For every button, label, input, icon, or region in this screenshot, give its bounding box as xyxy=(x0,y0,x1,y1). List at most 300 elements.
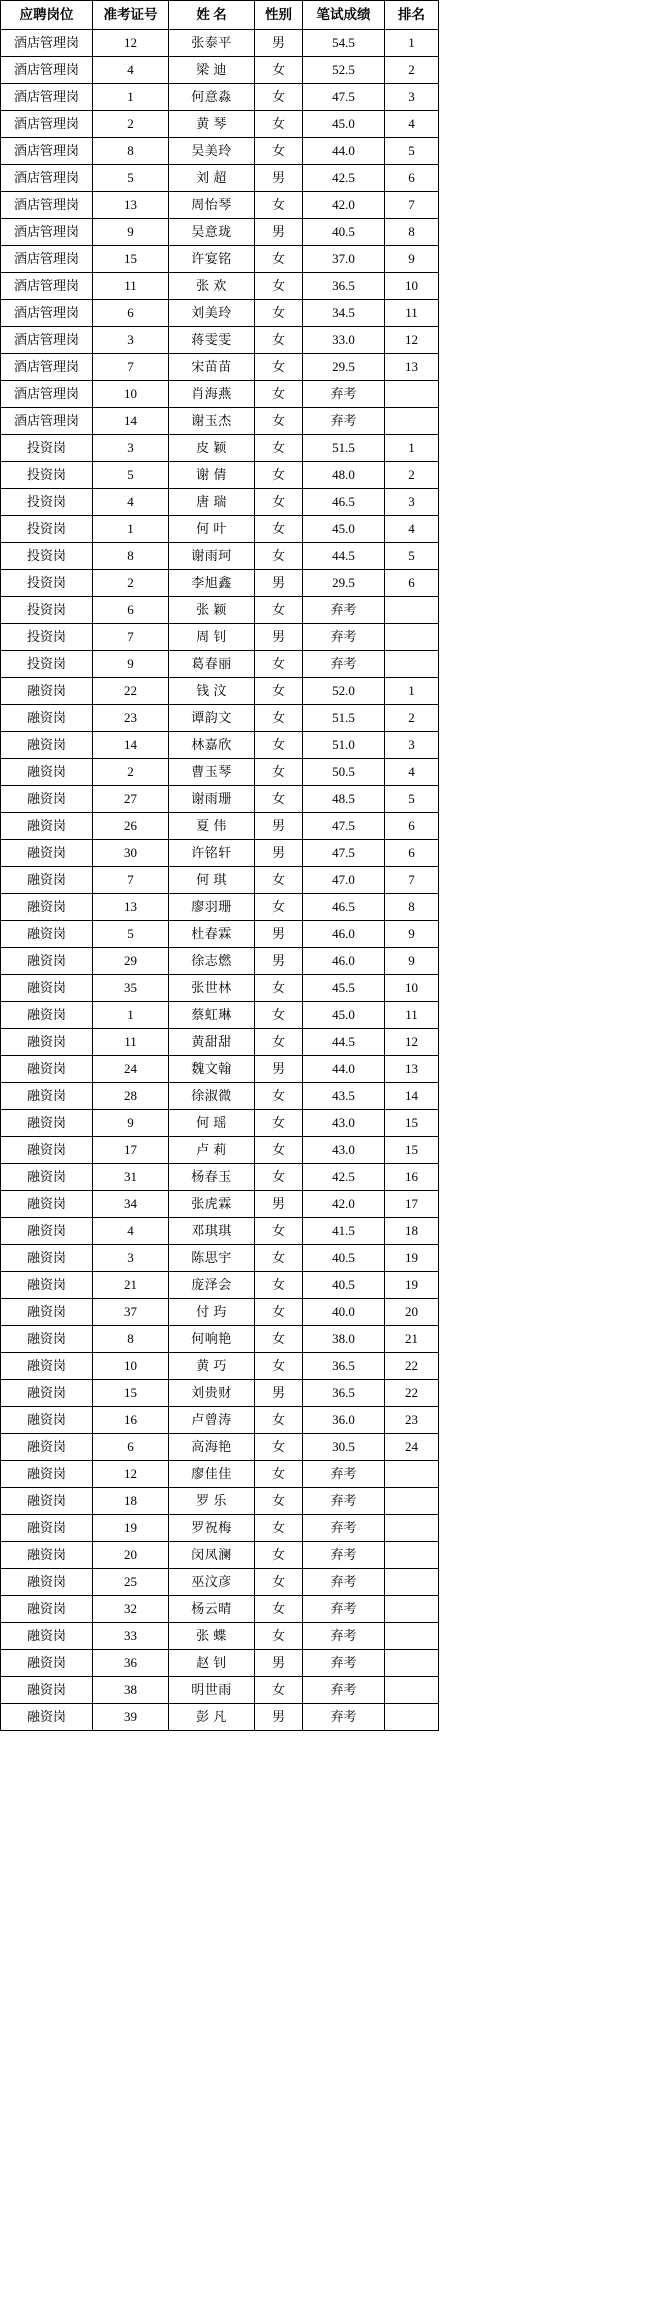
cell-gender: 男 xyxy=(255,165,303,192)
cell-score: 弃考 xyxy=(303,624,385,651)
cell-rank: 15 xyxy=(385,1137,439,1164)
table-row xyxy=(1,246,439,273)
cell-gender: 女 xyxy=(255,1434,303,1461)
column-header-position: 应聘岗位 xyxy=(1,1,93,30)
cell-name: 张 蝶 xyxy=(169,1623,255,1650)
cell-rank: 17 xyxy=(385,1191,439,1218)
cell-exam-number: 10 xyxy=(93,1353,169,1380)
cell-score: 47.0 xyxy=(303,867,385,894)
table-row xyxy=(1,219,439,246)
cell-rank xyxy=(385,651,439,678)
cell-exam-number: 2 xyxy=(93,759,169,786)
cell-name: 黄甜甜 xyxy=(169,1029,255,1056)
cell-position: 投资岗 xyxy=(1,651,93,678)
cell-position: 投资岗 xyxy=(1,543,93,570)
cell-score: 47.5 xyxy=(303,813,385,840)
cell-gender: 女 xyxy=(255,975,303,1002)
cell-score: 46.5 xyxy=(303,489,385,516)
cell-position: 酒店管理岗 xyxy=(1,408,93,435)
table-row xyxy=(1,1083,439,1110)
table-row xyxy=(1,192,439,219)
cell-score: 34.5 xyxy=(303,300,385,327)
cell-rank: 14 xyxy=(385,1083,439,1110)
cell-name: 曹玉琴 xyxy=(169,759,255,786)
cell-gender: 女 xyxy=(255,273,303,300)
cell-rank xyxy=(385,1542,439,1569)
cell-rank: 9 xyxy=(385,948,439,975)
cell-position: 融资岗 xyxy=(1,1299,93,1326)
cell-rank: 21 xyxy=(385,1326,439,1353)
cell-score: 54.5 xyxy=(303,30,385,57)
cell-exam-number: 12 xyxy=(93,30,169,57)
cell-position: 融资岗 xyxy=(1,948,93,975)
table-row xyxy=(1,57,439,84)
cell-position: 融资岗 xyxy=(1,1002,93,1029)
cell-score: 弃考 xyxy=(303,408,385,435)
cell-exam-number: 15 xyxy=(93,1380,169,1407)
cell-rank: 5 xyxy=(385,543,439,570)
cell-gender: 女 xyxy=(255,705,303,732)
cell-score: 40.5 xyxy=(303,1245,385,1272)
cell-score: 33.0 xyxy=(303,327,385,354)
cell-name: 廖佳佳 xyxy=(169,1461,255,1488)
cell-score: 弃考 xyxy=(303,1704,385,1731)
cell-position: 融资岗 xyxy=(1,1353,93,1380)
cell-name: 明世雨 xyxy=(169,1677,255,1704)
cell-gender: 女 xyxy=(255,354,303,381)
cell-position: 投资岗 xyxy=(1,597,93,624)
cell-gender: 女 xyxy=(255,489,303,516)
cell-rank: 19 xyxy=(385,1245,439,1272)
cell-name: 付 玙 xyxy=(169,1299,255,1326)
cell-score: 48.5 xyxy=(303,786,385,813)
cell-position: 投资岗 xyxy=(1,489,93,516)
cell-exam-number: 21 xyxy=(93,1272,169,1299)
cell-exam-number: 13 xyxy=(93,894,169,921)
cell-gender: 女 xyxy=(255,1218,303,1245)
cell-position: 融资岗 xyxy=(1,1326,93,1353)
cell-position: 酒店管理岗 xyxy=(1,381,93,408)
cell-position: 融资岗 xyxy=(1,1029,93,1056)
cell-gender: 女 xyxy=(255,651,303,678)
cell-name: 蔡虹琳 xyxy=(169,1002,255,1029)
table-row xyxy=(1,813,439,840)
cell-rank: 3 xyxy=(385,732,439,759)
cell-gender: 女 xyxy=(255,543,303,570)
cell-rank: 4 xyxy=(385,759,439,786)
table-row xyxy=(1,1569,439,1596)
cell-score: 45.0 xyxy=(303,1002,385,1029)
cell-score: 弃考 xyxy=(303,1650,385,1677)
table-row xyxy=(1,84,439,111)
cell-name: 吴美玲 xyxy=(169,138,255,165)
cell-gender: 女 xyxy=(255,894,303,921)
cell-name: 陈思宇 xyxy=(169,1245,255,1272)
cell-rank: 9 xyxy=(385,246,439,273)
cell-gender: 女 xyxy=(255,678,303,705)
table-row xyxy=(1,1434,439,1461)
cell-name: 刘贵财 xyxy=(169,1380,255,1407)
cell-exam-number: 1 xyxy=(93,84,169,111)
table-row xyxy=(1,732,439,759)
cell-exam-number: 31 xyxy=(93,1164,169,1191)
table-row xyxy=(1,1704,439,1731)
cell-exam-number: 14 xyxy=(93,732,169,759)
cell-score: 43.0 xyxy=(303,1110,385,1137)
cell-score: 45.5 xyxy=(303,975,385,1002)
cell-score: 弃考 xyxy=(303,597,385,624)
cell-score: 弃考 xyxy=(303,1569,385,1596)
cell-position: 融资岗 xyxy=(1,1110,93,1137)
column-header-gender: 性别 xyxy=(255,1,303,30)
table-row xyxy=(1,840,439,867)
cell-exam-number: 38 xyxy=(93,1677,169,1704)
cell-name: 钱 汶 xyxy=(169,678,255,705)
table-row xyxy=(1,1137,439,1164)
cell-exam-number: 5 xyxy=(93,462,169,489)
cell-score: 30.5 xyxy=(303,1434,385,1461)
cell-name: 何 瑶 xyxy=(169,1110,255,1137)
cell-score: 弃考 xyxy=(303,1623,385,1650)
cell-gender: 男 xyxy=(255,1191,303,1218)
cell-position: 酒店管理岗 xyxy=(1,57,93,84)
cell-rank: 6 xyxy=(385,840,439,867)
cell-exam-number: 4 xyxy=(93,57,169,84)
table-row xyxy=(1,1110,439,1137)
cell-score: 43.5 xyxy=(303,1083,385,1110)
table-row xyxy=(1,1353,439,1380)
cell-rank: 5 xyxy=(385,138,439,165)
cell-name: 何 琪 xyxy=(169,867,255,894)
table-header-row xyxy=(1,1,439,30)
cell-gender: 女 xyxy=(255,1677,303,1704)
cell-name: 谢雨珊 xyxy=(169,786,255,813)
cell-exam-number: 9 xyxy=(93,1110,169,1137)
cell-score: 44.0 xyxy=(303,1056,385,1083)
cell-exam-number: 7 xyxy=(93,354,169,381)
cell-score: 45.0 xyxy=(303,516,385,543)
cell-position: 酒店管理岗 xyxy=(1,327,93,354)
cell-rank: 7 xyxy=(385,192,439,219)
cell-score: 51.5 xyxy=(303,705,385,732)
cell-gender: 女 xyxy=(255,1461,303,1488)
cell-score: 51.5 xyxy=(303,435,385,462)
table-row xyxy=(1,543,439,570)
cell-name: 刘美玲 xyxy=(169,300,255,327)
cell-exam-number: 18 xyxy=(93,1488,169,1515)
cell-score: 41.5 xyxy=(303,1218,385,1245)
cell-position: 投资岗 xyxy=(1,435,93,462)
cell-gender: 女 xyxy=(255,1083,303,1110)
cell-rank: 11 xyxy=(385,1002,439,1029)
cell-score: 46.0 xyxy=(303,948,385,975)
cell-name: 张虎霖 xyxy=(169,1191,255,1218)
cell-exam-number: 2 xyxy=(93,111,169,138)
cell-name: 巫汶彦 xyxy=(169,1569,255,1596)
table-row xyxy=(1,1029,439,1056)
column-header-name: 姓 名 xyxy=(169,1,255,30)
cell-rank: 2 xyxy=(385,57,439,84)
cell-name: 皮 颖 xyxy=(169,435,255,462)
cell-name: 徐志燃 xyxy=(169,948,255,975)
table-row xyxy=(1,408,439,435)
cell-gender: 女 xyxy=(255,1623,303,1650)
cell-exam-number: 16 xyxy=(93,1407,169,1434)
cell-position: 酒店管理岗 xyxy=(1,273,93,300)
cell-score: 弃考 xyxy=(303,651,385,678)
table-row xyxy=(1,1326,439,1353)
table-row xyxy=(1,516,439,543)
cell-name: 梁 迪 xyxy=(169,57,255,84)
cell-gender: 女 xyxy=(255,786,303,813)
cell-gender: 男 xyxy=(255,840,303,867)
cell-rank: 1 xyxy=(385,30,439,57)
cell-score: 弃考 xyxy=(303,1542,385,1569)
cell-position: 融资岗 xyxy=(1,1488,93,1515)
table-row xyxy=(1,1218,439,1245)
table-row xyxy=(1,570,439,597)
cell-position: 酒店管理岗 xyxy=(1,165,93,192)
cell-name: 周 钊 xyxy=(169,624,255,651)
cell-gender: 女 xyxy=(255,1002,303,1029)
cell-exam-number: 20 xyxy=(93,1542,169,1569)
cell-gender: 女 xyxy=(255,867,303,894)
cell-exam-number: 9 xyxy=(93,219,169,246)
cell-position: 融资岗 xyxy=(1,1245,93,1272)
cell-name: 张世林 xyxy=(169,975,255,1002)
cell-exam-number: 35 xyxy=(93,975,169,1002)
table-row xyxy=(1,1623,439,1650)
cell-rank: 5 xyxy=(385,786,439,813)
cell-score: 52.0 xyxy=(303,678,385,705)
table-row xyxy=(1,1542,439,1569)
cell-score: 弃考 xyxy=(303,1515,385,1542)
cell-rank xyxy=(385,1704,439,1731)
cell-gender: 女 xyxy=(255,327,303,354)
cell-position: 融资岗 xyxy=(1,1218,93,1245)
table-row xyxy=(1,678,439,705)
cell-name: 何意淼 xyxy=(169,84,255,111)
cell-position: 融资岗 xyxy=(1,1083,93,1110)
table-row xyxy=(1,948,439,975)
cell-name: 张 欢 xyxy=(169,273,255,300)
cell-exam-number: 8 xyxy=(93,1326,169,1353)
cell-rank xyxy=(385,1461,439,1488)
table-row xyxy=(1,138,439,165)
cell-rank: 8 xyxy=(385,894,439,921)
cell-name: 邓琪琪 xyxy=(169,1218,255,1245)
cell-exam-number: 29 xyxy=(93,948,169,975)
cell-name: 何响艳 xyxy=(169,1326,255,1353)
table-row xyxy=(1,273,439,300)
table-row xyxy=(1,975,439,1002)
cell-exam-number: 6 xyxy=(93,597,169,624)
cell-exam-number: 34 xyxy=(93,1191,169,1218)
cell-exam-number: 12 xyxy=(93,1461,169,1488)
cell-score: 45.0 xyxy=(303,111,385,138)
cell-rank: 3 xyxy=(385,489,439,516)
cell-gender: 女 xyxy=(255,246,303,273)
cell-score: 29.5 xyxy=(303,570,385,597)
table-row xyxy=(1,705,439,732)
cell-position: 融资岗 xyxy=(1,786,93,813)
cell-gender: 女 xyxy=(255,1515,303,1542)
cell-exam-number: 24 xyxy=(93,1056,169,1083)
cell-exam-number: 6 xyxy=(93,1434,169,1461)
cell-score: 42.5 xyxy=(303,165,385,192)
cell-score: 40.5 xyxy=(303,219,385,246)
cell-exam-number: 8 xyxy=(93,138,169,165)
cell-position: 投资岗 xyxy=(1,462,93,489)
cell-name: 杜春霖 xyxy=(169,921,255,948)
cell-score: 36.5 xyxy=(303,1380,385,1407)
table-row xyxy=(1,1380,439,1407)
cell-name: 蒋雯雯 xyxy=(169,327,255,354)
cell-position: 融资岗 xyxy=(1,732,93,759)
cell-score: 弃考 xyxy=(303,1596,385,1623)
cell-position: 融资岗 xyxy=(1,1542,93,1569)
cell-rank xyxy=(385,1515,439,1542)
cell-gender: 女 xyxy=(255,1137,303,1164)
cell-gender: 女 xyxy=(255,1110,303,1137)
cell-score: 44.5 xyxy=(303,543,385,570)
cell-score: 44.0 xyxy=(303,138,385,165)
table-row xyxy=(1,759,439,786)
cell-position: 酒店管理岗 xyxy=(1,138,93,165)
cell-name: 周怡琴 xyxy=(169,192,255,219)
table-row xyxy=(1,1650,439,1677)
cell-score: 48.0 xyxy=(303,462,385,489)
cell-rank: 12 xyxy=(385,1029,439,1056)
cell-rank: 6 xyxy=(385,570,439,597)
cell-gender: 男 xyxy=(255,624,303,651)
cell-gender: 男 xyxy=(255,1380,303,1407)
cell-exam-number: 3 xyxy=(93,435,169,462)
table-row xyxy=(1,786,439,813)
cell-rank: 10 xyxy=(385,975,439,1002)
cell-exam-number: 9 xyxy=(93,651,169,678)
cell-gender: 女 xyxy=(255,381,303,408)
table-row xyxy=(1,381,439,408)
cell-name: 张 颖 xyxy=(169,597,255,624)
cell-gender: 女 xyxy=(255,1326,303,1353)
cell-position: 融资岗 xyxy=(1,1515,93,1542)
cell-exam-number: 17 xyxy=(93,1137,169,1164)
table-row xyxy=(1,1596,439,1623)
cell-name: 谢玉杰 xyxy=(169,408,255,435)
cell-score: 36.5 xyxy=(303,1353,385,1380)
cell-position: 融资岗 xyxy=(1,705,93,732)
cell-position: 融资岗 xyxy=(1,1191,93,1218)
cell-gender: 男 xyxy=(255,1056,303,1083)
cell-rank: 13 xyxy=(385,354,439,381)
cell-rank: 6 xyxy=(385,165,439,192)
cell-position: 融资岗 xyxy=(1,975,93,1002)
cell-exam-number: 30 xyxy=(93,840,169,867)
table-row xyxy=(1,1461,439,1488)
cell-gender: 女 xyxy=(255,1488,303,1515)
table-row xyxy=(1,435,439,462)
cell-name: 夏 伟 xyxy=(169,813,255,840)
cell-position: 酒店管理岗 xyxy=(1,192,93,219)
cell-gender: 女 xyxy=(255,192,303,219)
cell-score: 38.0 xyxy=(303,1326,385,1353)
table-row xyxy=(1,1002,439,1029)
cell-name: 彭 凡 xyxy=(169,1704,255,1731)
cell-name: 卢 莉 xyxy=(169,1137,255,1164)
cell-name: 黄 琴 xyxy=(169,111,255,138)
cell-name: 张泰平 xyxy=(169,30,255,57)
cell-exam-number: 22 xyxy=(93,678,169,705)
cell-position: 酒店管理岗 xyxy=(1,111,93,138)
cell-score: 40.5 xyxy=(303,1272,385,1299)
cell-score: 37.0 xyxy=(303,246,385,273)
cell-rank: 1 xyxy=(385,435,439,462)
cell-gender: 男 xyxy=(255,921,303,948)
cell-gender: 女 xyxy=(255,1164,303,1191)
cell-name: 谢 倩 xyxy=(169,462,255,489)
cell-name: 宋苗苗 xyxy=(169,354,255,381)
cell-rank xyxy=(385,408,439,435)
cell-rank xyxy=(385,624,439,651)
cell-exam-number: 39 xyxy=(93,1704,169,1731)
cell-exam-number: 32 xyxy=(93,1596,169,1623)
table-row xyxy=(1,354,439,381)
cell-name: 谢雨珂 xyxy=(169,543,255,570)
table-row xyxy=(1,921,439,948)
cell-rank: 12 xyxy=(385,327,439,354)
table-row xyxy=(1,1056,439,1083)
cell-score: 50.5 xyxy=(303,759,385,786)
cell-name: 魏文翰 xyxy=(169,1056,255,1083)
cell-gender: 女 xyxy=(255,84,303,111)
table-row xyxy=(1,1299,439,1326)
cell-position: 融资岗 xyxy=(1,1677,93,1704)
cell-score: 44.5 xyxy=(303,1029,385,1056)
table-row xyxy=(1,1191,439,1218)
cell-exam-number: 1 xyxy=(93,516,169,543)
cell-rank: 23 xyxy=(385,1407,439,1434)
cell-name: 卢曾涛 xyxy=(169,1407,255,1434)
cell-gender: 女 xyxy=(255,732,303,759)
cell-gender: 女 xyxy=(255,597,303,624)
cell-gender: 男 xyxy=(255,813,303,840)
cell-exam-number: 4 xyxy=(93,1218,169,1245)
table-row xyxy=(1,1515,439,1542)
cell-rank: 3 xyxy=(385,84,439,111)
cell-gender: 男 xyxy=(255,1704,303,1731)
cell-score: 弃考 xyxy=(303,1488,385,1515)
cell-name: 李旭鑫 xyxy=(169,570,255,597)
cell-exam-number: 27 xyxy=(93,786,169,813)
column-header-score: 笔试成绩 xyxy=(303,1,385,30)
column-header-rank: 排名 xyxy=(385,1,439,30)
cell-name: 廖羽珊 xyxy=(169,894,255,921)
cell-position: 投资岗 xyxy=(1,516,93,543)
cell-position: 融资岗 xyxy=(1,1380,93,1407)
cell-score: 弃考 xyxy=(303,1677,385,1704)
cell-score: 47.5 xyxy=(303,840,385,867)
cell-exam-number: 5 xyxy=(93,165,169,192)
cell-gender: 女 xyxy=(255,759,303,786)
cell-position: 酒店管理岗 xyxy=(1,354,93,381)
cell-name: 黄 巧 xyxy=(169,1353,255,1380)
cell-position: 酒店管理岗 xyxy=(1,30,93,57)
cell-rank: 15 xyxy=(385,1110,439,1137)
table-row xyxy=(1,1245,439,1272)
cell-name: 罗祝梅 xyxy=(169,1515,255,1542)
table-row xyxy=(1,624,439,651)
